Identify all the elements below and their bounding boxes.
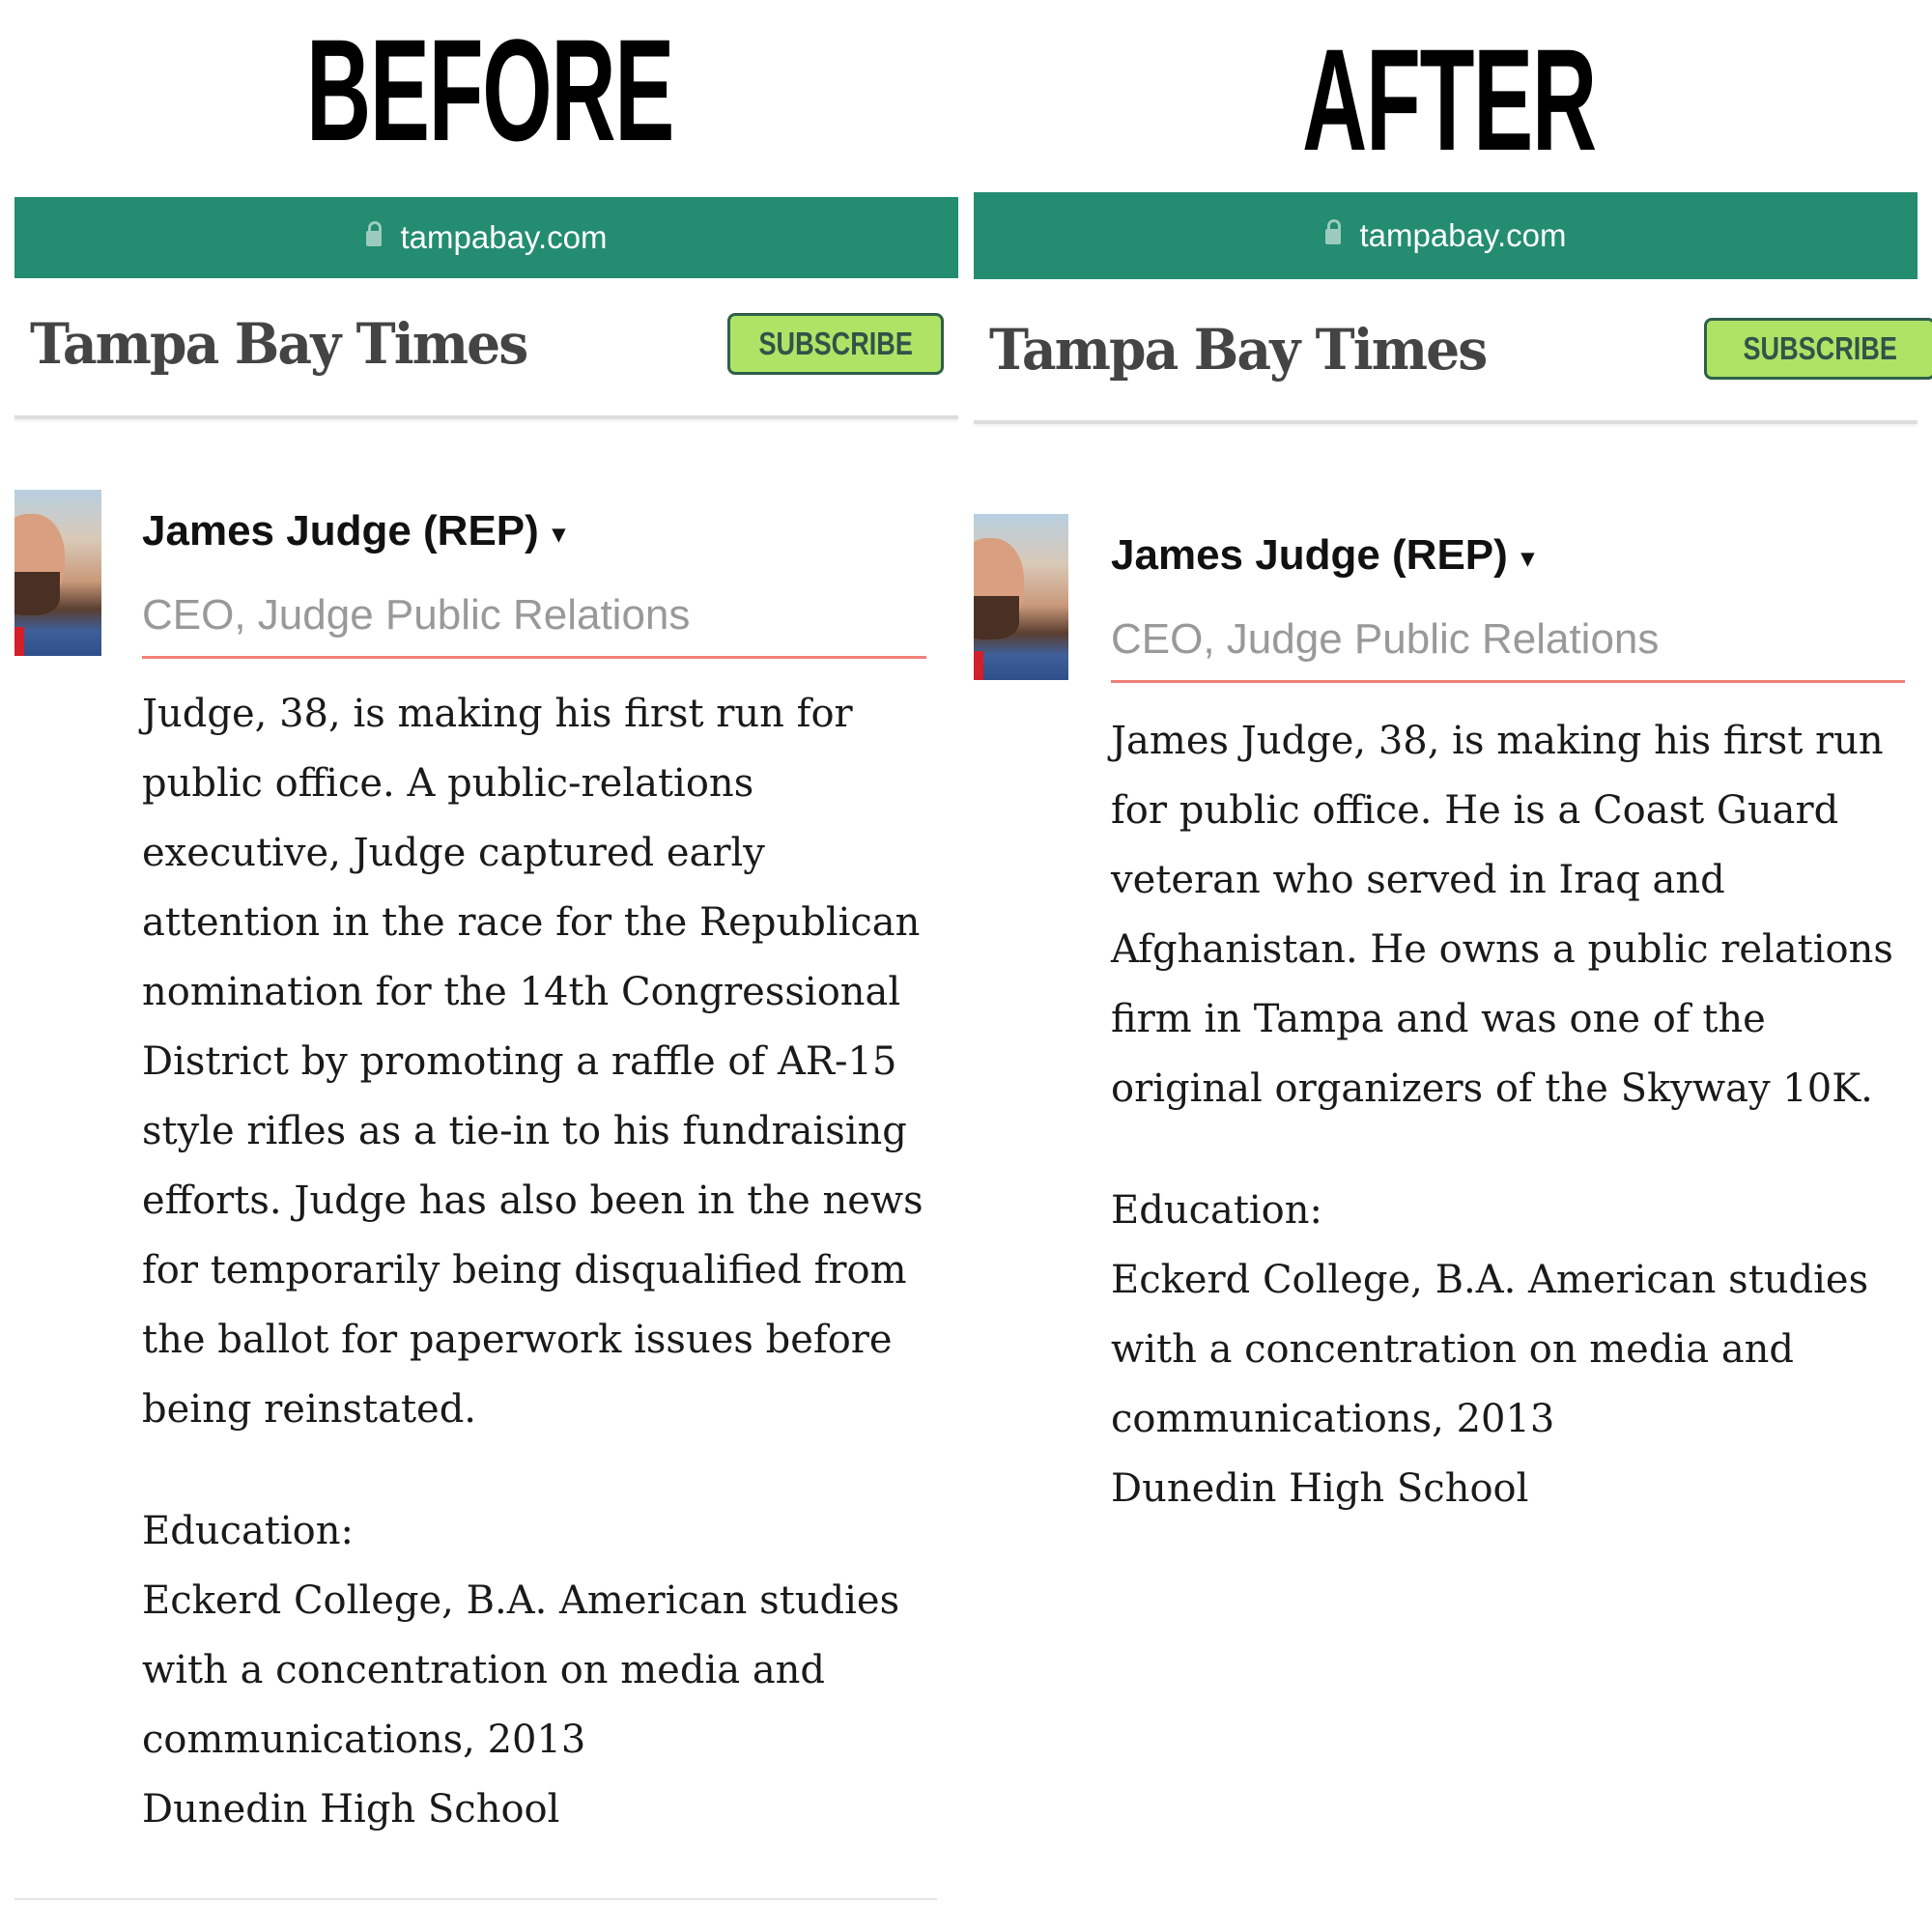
education-line: with a concentration on media and [1111,1327,1795,1372]
candidate-bio [1111,706,1893,1523]
url-text: tampabay.com [400,219,608,255]
bio-line: firm in Tampa and was one of the [1111,997,1766,1041]
accent-divider [1111,680,1905,683]
candidate-photo [974,514,1068,680]
bio-line: style rifles as a tie-in to his fundraising [142,1109,907,1153]
site-logo[interactable]: Tampa Bay Times [989,317,1487,383]
before-panel [14,0,958,1932]
candidate-title: CEO, Judge Public Relations [1111,615,1660,663]
bio-line: for temporarily being disqualified from [142,1248,907,1293]
bio-line: veteran who served in Iraq and [1111,858,1725,902]
bio-line: James Judge, 38, is making his first run [1111,719,1884,763]
candidate-bio [142,679,923,1844]
education-line: Eckerd College, B.A. American studies [142,1578,900,1623]
bio-line: being reinstated. [142,1387,477,1432]
url-bar[interactable] [974,192,1918,279]
bio-line: executive, Judge captured early [142,831,765,875]
bio-line: Afghanistan. He owns a public relations [1111,927,1893,972]
education-line: communications, 2013 [142,1718,586,1762]
header-divider [14,415,958,419]
education-line: Dunedin High School [1111,1466,1529,1511]
education-line: Eckerd College, B.A. American studies [1111,1258,1869,1302]
subscribe-button[interactable]: SUBSCRIBE [1704,318,1932,380]
education-line: with a concentration on media and [142,1648,826,1692]
after-label: AFTER [1302,18,1596,181]
candidate-photo [14,490,101,656]
before-label: BEFORE [306,9,674,171]
bio-line: original organizers of the Skyway 10K. [1111,1066,1873,1111]
after-panel [974,0,1918,1932]
candidate-name[interactable]: James Judge (REP) ▾ [1111,531,1534,579]
education-line: Dunedin High School [142,1787,560,1832]
bio-line: nomination for the 14th Congressional [142,970,901,1014]
dropdown-caret-icon[interactable]: ▾ [1520,542,1534,572]
subscribe-button[interactable]: SUBSCRIBE [727,313,944,375]
url-bar[interactable] [14,197,958,278]
education-label: Education: [1111,1188,1323,1233]
lock-icon [1325,227,1341,248]
bio-line: efforts. Judge has also been in the news [142,1179,923,1223]
bio-line: for public office. He is a Coast Guard [1111,788,1839,833]
bio-line: District by promoting a raffle of AR-15 [142,1039,897,1084]
bottom-divider [14,1898,937,1900]
bio-line: public office. A public-relations [142,761,754,806]
education-line: communications, 2013 [1111,1397,1555,1441]
candidate-title: CEO, Judge Public Relations [142,591,691,639]
education-label: Education: [142,1509,355,1553]
bio-line: Judge, 38, is making his first run for [142,692,853,736]
bio-line: the ballot for paperwork issues before [142,1318,893,1362]
dropdown-caret-icon[interactable]: ▾ [552,518,565,548]
lock-icon [366,229,382,250]
candidate-name[interactable]: James Judge (REP) ▾ [142,507,565,554]
url-text: tampabay.com [1359,217,1567,253]
bio-line: attention in the race for the Republican [142,900,921,945]
site-logo[interactable]: Tampa Bay Times [30,311,527,377]
header-divider [974,420,1918,424]
accent-divider [142,656,926,659]
